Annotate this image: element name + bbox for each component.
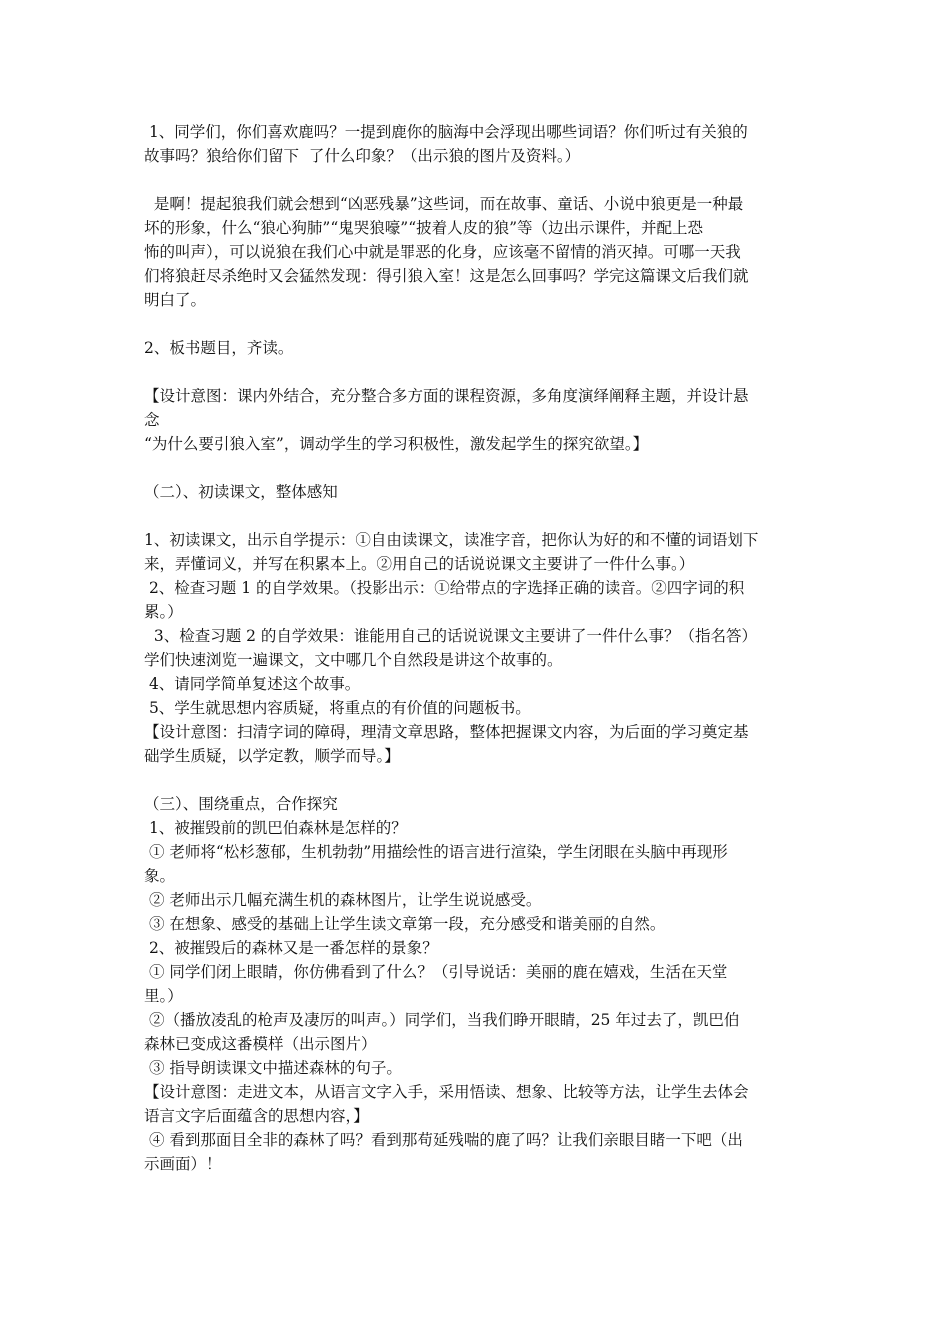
text-line: 森林已变成这番模样（出示图片） <box>144 1035 377 1053</box>
text-line: （二）、初读课文，整体感知 <box>144 483 338 501</box>
text-line: 示画面）！ <box>144 1155 222 1173</box>
text-line: ③ 在想象、感受的基础上让学生读文章第一段，充分感受和谐美丽的自然。 <box>144 915 666 933</box>
text-line: 念 <box>144 411 160 429</box>
text-line: 累。） <box>144 603 183 621</box>
text-line: ②（播放凌乱的枪声及凄厉的叫声。）同学们，当我们睁开眼睛，25 年过去了，凯巴伯 <box>144 1011 740 1029</box>
text-line: ③ 指导朗读课文中描述森林的句子。 <box>144 1059 402 1077</box>
text-line: 2、被摧毁后的森林又是一番怎样的景象？ <box>144 939 438 957</box>
text-line: ② 老师出示几幅充满生机的森林图片，让学生说说感受。 <box>144 891 542 909</box>
paragraph-gap <box>144 504 812 528</box>
text-line: 故事吗？狼给你们留下 了什么印象？（出示狼的图片及资料。） <box>144 147 581 165</box>
text-line: 是啊！提起狼我们就会想到“凶恶残暴”这些词，而在故事、童话、小说中狼更是一种最 <box>144 195 744 213</box>
paragraph-gap <box>144 768 812 792</box>
text-line: 2、板书题目，齐读。 <box>144 339 294 357</box>
text-line: 语言文字后面蕴含的思想内容，】 <box>144 1107 369 1125</box>
text-line: 1、初读课文，出示自学提示：①自由读课文，读准字音，把你认为好的和不懂的词语划下 <box>144 531 759 549</box>
text-line: 1、被摧毁前的凯巴伯森林是怎样的？ <box>144 819 407 837</box>
paragraph-gap <box>144 456 812 480</box>
text-line: 学们快速浏览一遍课文，文中哪几个自然段是讲这个故事的。 <box>144 651 563 669</box>
paragraph-gap <box>144 168 812 192</box>
text-line: 来，弄懂词义，并写在积累本上。②用自己的话说说课文主要讲了一件什么事。） <box>144 555 695 573</box>
text-line: 2、检查习题 1 的自学效果。（投影出示：①给带点的字选择正确的读音。②四字词的积 <box>144 579 745 597</box>
text-line: ① 同学们闭上眼睛，你仿佛看到了什么？（引导说话：美丽的鹿在嬉戏，生活在天堂 <box>144 963 728 981</box>
text-line: “为什么要引狼入室”，调动学生的学习积极性，激发起学生的探究欲望。】 <box>144 435 649 453</box>
text-line: 明白了。 <box>144 291 207 309</box>
text-line: 4、请同学简单复述这个故事。 <box>144 675 361 693</box>
text-line: ① 老师将“松杉葱郁，生机勃勃”用描绘性的语言进行渲染，学生闭眼在头脑中再现形 <box>144 843 728 861</box>
text-line: 里。） <box>144 987 183 1005</box>
text-line: 们将狼赶尽杀绝时又会猛然发现：得引狼入室！这是怎么回事吗？学完这篇课文后我们就 <box>144 267 749 285</box>
text-line: 【设计意图：扫清字词的障碍，理清文章思路，整体把握课文内容，为后面的学习奠定基 <box>144 723 749 741</box>
text-line: 象。 <box>144 867 176 885</box>
text-line: 1、同学们，你们喜欢鹿吗？一提到鹿你的脑海中会浮现出哪些词语？你们听过有关狼的 <box>144 123 748 141</box>
text-line: 怖的叫声），可以说狼在我们心中就是罪恶的化身，应该毫不留情的消灭掉。可哪一天我 <box>144 243 741 261</box>
text-line: （三）、围绕重点，合作探究 <box>144 795 338 813</box>
text-line: 3、检查习题 2 的自学效果：谁能用自己的话说说课文主要讲了一件什么事？（指名答） <box>144 627 757 645</box>
text-line: 5、学生就思想内容质疑，将重点的有价值的问题板书。 <box>144 699 531 717</box>
document-page <box>144 120 812 1176</box>
text-line: 坏的形象，什么“狼心狗肺”“鬼哭狼嚎”“披着人皮的狼”等（边出示课件，并配上恐 <box>144 219 704 237</box>
paragraph-gap <box>144 360 812 384</box>
text-line: ④ 看到那面目全非的森林了吗？看到那苟延残喘的鹿了吗？让我们亲眼目睹一下吧（出 <box>144 1131 743 1149</box>
text-line: 【设计意图：课内外结合，充分整合多方面的课程资源，多角度演绎阐释主题，并设计悬 <box>144 387 749 405</box>
text-line: 础学生质疑，以学定教，顺学而导。】 <box>144 747 400 765</box>
paragraph-gap <box>144 312 812 336</box>
text-line: 【设计意图：走进文本，从语言文字入手，采用悟读、想象、比较等方法，让学生去体会 <box>144 1083 749 1101</box>
